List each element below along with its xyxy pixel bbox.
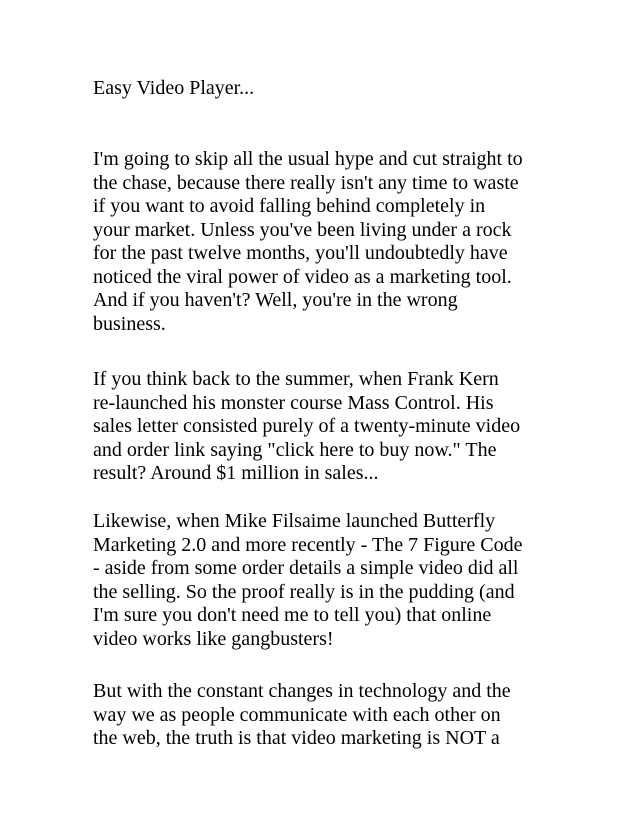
paragraph-1 xyxy=(93,148,523,336)
text-line: and order link saying "click here to buy now." The xyxy=(93,438,497,461)
text-line: And if you haven't? Well, you're in the wrong xyxy=(93,289,458,311)
text-line: If you think back to the summer, when Frank Kern xyxy=(93,368,499,390)
paragraph-4 xyxy=(93,680,511,751)
text-line: re-launched his monster course Mass Control. His xyxy=(93,391,494,414)
text-line: I'm sure you don't need me to tell you) that online xyxy=(93,604,492,626)
text-line: way we as people communicate with each other on xyxy=(93,703,501,726)
text-line: for the past twelve months, you'll undoubtedly have xyxy=(93,242,508,264)
text-line: - aside from some order details a simple video did all xyxy=(93,557,519,579)
text-line: video works like gangbusters! xyxy=(93,627,334,650)
text-line: I'm going to skip all the usual hype and cut straight to xyxy=(93,148,523,170)
paragraph-2 xyxy=(93,368,520,486)
text-line: the chase, because there really isn't any time to waste xyxy=(93,171,519,194)
text-line: your market. Unless you've been living under a rock xyxy=(93,218,512,241)
text-line: Marketing 2.0 and more recently - The 7 Figure Code xyxy=(93,533,523,556)
text-line: the selling. So the proof really is in the pudding (and xyxy=(93,580,515,603)
text-line: if you want to avoid falling behind completely in xyxy=(93,195,486,217)
text-line: But with the constant changes in technology and the xyxy=(93,680,511,702)
text-line: result? Around $1 million in sales... xyxy=(93,462,379,484)
text-line: the web, the truth is that video marketing is NOT a xyxy=(93,727,500,749)
paragraph-3 xyxy=(93,510,523,651)
text-line: sales letter consisted purely of a twenty-minute video xyxy=(93,415,521,437)
text-line: business. xyxy=(93,312,166,335)
document-title: Easy Video Player... xyxy=(93,77,255,99)
text-line: Likewise, when Mike Filsaime launched Butterfly xyxy=(93,510,496,532)
text-line: noticed the viral power of video as a marketing tool. xyxy=(93,265,512,288)
